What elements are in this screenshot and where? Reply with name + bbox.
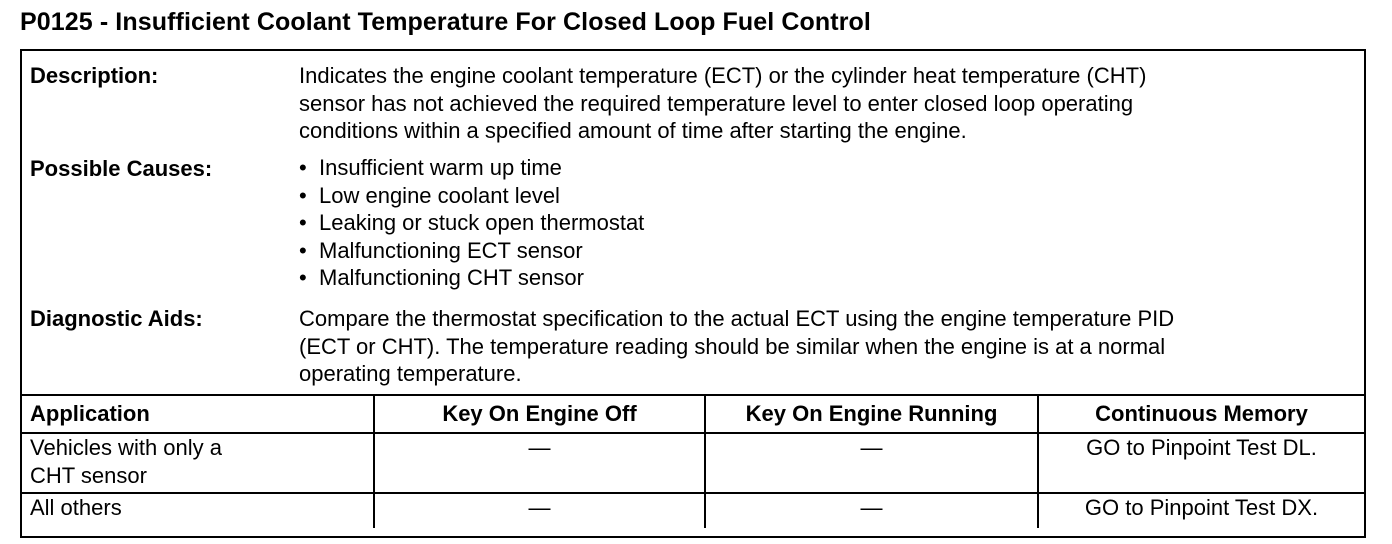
bullet-icon: • (299, 265, 307, 290)
dtc-info-frame (20, 49, 1366, 538)
header-key-on-engine-running: Key On Engine Running (705, 395, 1038, 433)
application-cell (22, 493, 374, 528)
bullet-icon: • (299, 155, 307, 180)
application-line: All others (30, 495, 122, 520)
diagnostic-aids-line: operating temperature. (299, 361, 522, 386)
diagnostic-aids-label: Diagnostic Aids: (30, 306, 203, 331)
cause-item: • Malfunctioning ECT sensor (299, 237, 583, 263)
diagnostic-aids-text (299, 305, 1174, 388)
info-section (22, 51, 1364, 394)
cause-item: • Insufficient warm up time (299, 155, 562, 180)
description-text (299, 62, 1146, 145)
diagnostic-aids-line: (ECT or CHT). The temperature reading should be similar when the engine is at a normal (299, 333, 1166, 359)
application-line: CHT sensor (30, 462, 147, 488)
cause-item: • Leaking or stuck open thermostat (299, 210, 645, 235)
application-line: Vehicles with only a (30, 435, 222, 460)
koer-cell: — (705, 433, 1038, 493)
continuous-memory-cell: GO to Pinpoint Test DX. (1038, 493, 1364, 528)
cause-item: • Low engine coolant level (299, 182, 560, 208)
bullet-icon: • (299, 237, 307, 263)
diagnostic-aids-line: Compare the thermostat specification to the actual ECT using the engine temperature PID (299, 306, 1175, 331)
bullet-icon: • (299, 182, 307, 208)
application-table (22, 394, 1364, 528)
description-line: Indicates the engine coolant temperature (ECT) or the cylinder heat temperature (CHT) (299, 63, 1147, 88)
koer-cell: — (705, 493, 1038, 528)
header-continuous-memory: Continuous Memory (1038, 395, 1364, 433)
possible-causes-list (299, 154, 644, 292)
description-line: conditions within a specified amount of time after starting the engine. (299, 118, 967, 143)
description-line: sensor has not achieved the required temperature level to enter closed loop operating (299, 90, 1134, 116)
header-application: Application (22, 395, 374, 433)
koeo-cell: — (374, 433, 705, 493)
application-cell (22, 433, 374, 493)
continuous-memory-cell: GO to Pinpoint Test DL. (1038, 433, 1364, 493)
header-key-on-engine-off: Key On Engine Off (374, 395, 705, 433)
cause-item: • Malfunctioning CHT sensor (299, 265, 584, 290)
table-header-row (22, 395, 1364, 433)
possible-causes-label: Possible Causes: (30, 156, 213, 181)
table-row (22, 433, 1364, 493)
page-title: P0125 - Insufficient Coolant Temperature For Closed Loop Fuel Control (20, 8, 871, 36)
table-row (22, 493, 1364, 528)
bullet-icon: • (299, 210, 307, 235)
description-label: Description: (30, 63, 159, 88)
koeo-cell: — (374, 493, 705, 528)
